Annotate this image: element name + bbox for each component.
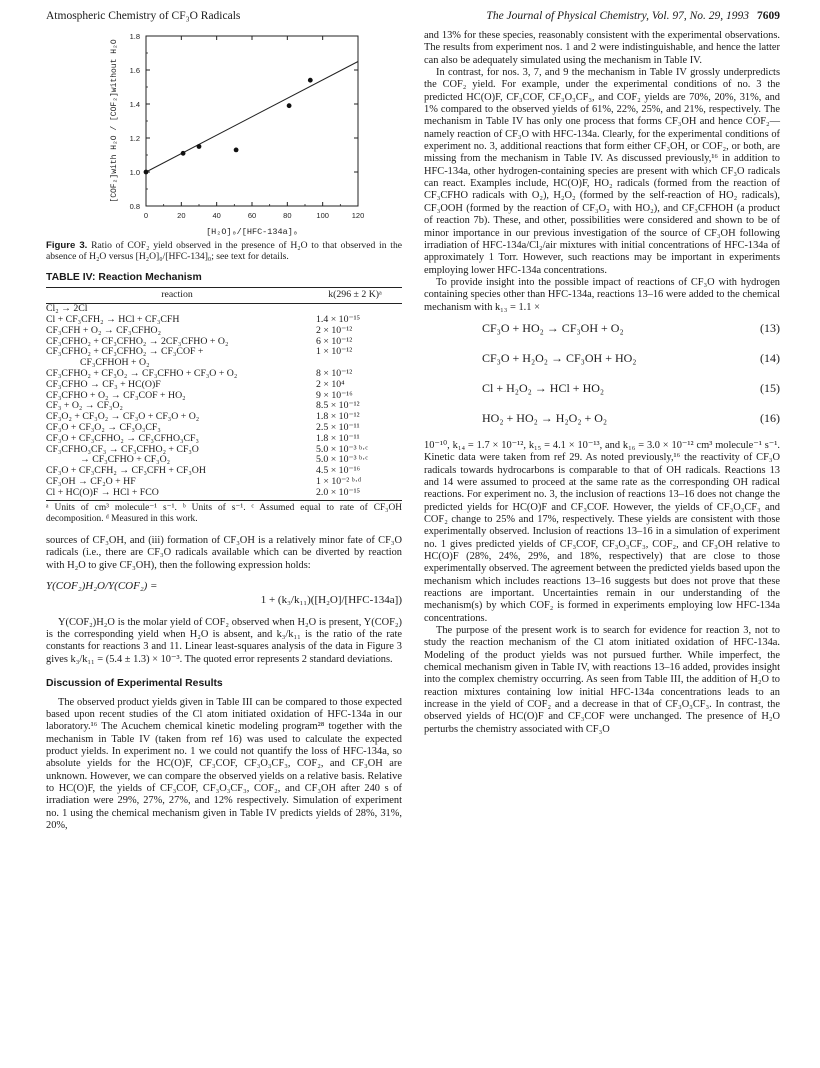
rate-cell: 8 × 10⁻¹² xyxy=(316,367,353,379)
rate-cell: 2.5 × 10⁻¹¹ xyxy=(316,421,360,433)
equation-15 xyxy=(424,374,780,404)
x-tick-label: 20 xyxy=(177,211,186,220)
y-tick-label: 0.8 xyxy=(129,202,140,211)
reaction-cell: CF₃ + O₂ → CF₃O₂ xyxy=(46,400,123,412)
x-tick-label: 80 xyxy=(283,211,292,220)
fit-line xyxy=(146,62,358,173)
scatter-chart xyxy=(46,30,402,238)
formula-rhs: 1 + (k₃/k₁₁)([H₂O]/[HFC-134a]) xyxy=(260,594,402,607)
caption-text: Ratio of COF₂ yield observed in the presence of H₂O to that observed in the absence of H₂O versus [H₂O]₀/[HFC-134]₀; see text for details. xyxy=(46,240,402,262)
rate-cell: 9 × 10⁻¹⁶ xyxy=(316,389,353,401)
col-rate: k(296 ± 2 K)ᵃ xyxy=(308,288,402,304)
x-tick-label: 0 xyxy=(143,211,149,220)
reaction-cell: CF₃CFHOH + O₂ xyxy=(80,357,150,369)
y-tick-label: 1.8 xyxy=(129,32,140,41)
paragraph: Y(COF₂)H₂O is the molar yield of COF₂ observed when H₂O is present, Y(COF₂) is the corresponding yield when H₂O is absent, and k₃/k₁₁ is the ratio of the rate constants for reactions 3 and 11. Linear least-squares analysis of the data in Figure 3 gives k₃/k₁₁ = (5.4 ± 1.3) × 10⁻³. The quoted error represents 2 standard deviations. xyxy=(46,616,402,665)
paragraph: sources of CF₃OH, and (iii) formation of CF₃OH is a relatively minor fate of CF₃O radicals (i.e., there are CF₃O radicals available which can be diverted by reaction with H₂O to give CF₃OH), then the following expression holds: xyxy=(46,535,402,571)
reaction-cell: Cl + HC(O)F → HCl + FCO xyxy=(46,486,159,498)
x-axis-label: [H₂O]₀/[HFC-134a]₀ xyxy=(206,227,298,237)
rate-cell: 1.4 × 10⁻¹⁵ xyxy=(316,313,360,325)
y-axis-label: [COF₂]with H₂O / [COF₂]without H₂O xyxy=(110,39,119,203)
equation: CF₃O + HO₂ → CF₃OH + O₂ xyxy=(482,320,624,335)
table-title: TABLE IV: Reaction Mechanism xyxy=(46,272,202,283)
reaction-cell: CF₃CFHO₂ + CF₃CFHO₂ → CF₃COF + xyxy=(46,346,204,358)
journal-citation xyxy=(486,10,780,22)
left-column xyxy=(46,30,402,832)
x-tick-label: 120 xyxy=(351,211,365,220)
running-title: Atmospheric Chemistry of CF₃O Radicals xyxy=(46,10,241,22)
table-row xyxy=(46,326,402,337)
rate-cell: 1 × 10⁻¹² xyxy=(316,346,353,358)
equation-number: (16) xyxy=(760,410,780,425)
y-tick-label: 1.6 xyxy=(129,66,140,75)
table-row xyxy=(46,488,402,499)
reaction-cell: Cl + CF₃CFH₂ → HCl + CF₃CFH xyxy=(46,313,180,325)
reaction-cell: CF₃CFHO → CF₃ + HC(O)F xyxy=(46,378,161,390)
page-number: 7609 xyxy=(757,10,780,22)
rate-cell: 1.8 × 10⁻¹¹ xyxy=(316,432,360,444)
equation-14 xyxy=(424,344,780,374)
table-row xyxy=(46,380,402,391)
page-header xyxy=(46,10,780,26)
y-tick-label: 1.2 xyxy=(129,134,140,143)
figure-caption xyxy=(46,240,402,262)
rate-cell: 2.0 × 10⁻¹⁵ xyxy=(316,486,360,498)
rate-cell: 5.0 × 10⁻³ ᵇ·ᶜ xyxy=(316,443,368,455)
journal-name: The Journal of Physical Chemistry, Vol. 97, No. 29, 1993 xyxy=(486,10,749,22)
paragraph: 10⁻¹⁰, k₁₄ = 1.7 × 10⁻¹², k₁₅ = 4.1 × 10⁻¹³, and k₁₆ = 3.0 × 10⁻¹² cm³ molecule⁻¹ s⁻¹. Kinetic data were taken from ref 29. As noted previously,¹⁶ the reactivity of CF₃O radicals towards hydrocarbons is comparable to that of OH radicals. Reactions 13 and 14 were assumed to proceed at the same rate as the corresponding OH radical reactions. For experiment no. 3, the inclusion of reactions 13–16 does not change the predicted yields for HC(O)F and CF₃COF. However, the yields of CF₃O₃CF₃ and COF₂ change to 25% and 17%, respectively. These yields are consistent with those experimentally observed. Inclusion of reactions 13–16 in a simulation of experiment no. 1 gives predicted yields of CF₃COF, CF₃O₃CF₃, COF₂, and CF₃OH relative to HC(O)F (28%, 24%, 29%, and 18%, respectively) that are close to those experimentally observed. The agreement between the predicted yields based upon the mechanism which includes reactions 13–16 suggests but does not prove that these reactions are important. Uncertainties remain in our understanding of the mechanism(s) by which COF₂ is formed in experiments employing low HFC-134a concentrations. xyxy=(424,439,780,624)
rate-cell: 5.0 × 10⁻³ ᵇ·ᶜ xyxy=(316,454,368,466)
reaction-cell: CF₃CFHO₃CF₃ → CF₃CFHO₂ + CF₃O xyxy=(46,443,199,455)
paragraph: and 13% for these species, reasonably consistent with the experimental observations. The results from experiment nos. 1 and 2 were indistinguishable, and hence the latter can also be adequately simulated using the mechanism in Table IV. xyxy=(424,30,780,66)
x-tick-label: 60 xyxy=(247,211,257,220)
equation-number: (14) xyxy=(760,350,780,365)
figure-3 xyxy=(46,30,402,238)
reaction-cell: Cl₂ → 2Cl xyxy=(46,303,88,315)
reaction-cell: CF₃CFH + O₂ → CF₃CFHO₂ xyxy=(46,324,162,336)
rate-cell: 1 × 10⁻² ᵇ·ᵈ xyxy=(316,475,362,487)
equation-16 xyxy=(424,404,780,434)
paragraph: The purpose of the present work is to search for evidence for reaction 3, not to study the reaction mechanism of the Cl atom initiated oxidation of HFC-134a. Modeling of the product yields was not pursued further. While imperfect, the chemical mechanism given in Table IV, with reactions 13–16 added, provides insight into the complex chemistry occurring. As seen from Table III, the addition of H₂O to reaction mixtures containing low initial HFC-134a concentrations leads to an increase in the yield of COF₂ and a decrease in that of CF₃O₃CF₃. In contrast, the observed yields of HC(O)F and CF₃COF were unchanged. The presence of H₂O perturbs the chemistry associated with CF₃O xyxy=(424,625,780,735)
y-tick-label: 1.4 xyxy=(129,100,140,109)
reaction-table xyxy=(46,287,402,498)
table-header-row xyxy=(46,288,402,304)
rate-cell: 1.8 × 10⁻¹² xyxy=(316,411,360,423)
data-point xyxy=(144,170,149,175)
plot-frame xyxy=(146,36,358,206)
reaction-cell: CF₃O + CF₃O₂ → CF₃O₃CF₃ xyxy=(46,421,161,433)
data-point xyxy=(287,103,292,108)
reaction-cell: CF₃OH → CF₂O + HF xyxy=(46,475,136,487)
reaction-cell: CF₃CFHO₂ + CF₃O₂ → CF₃CFHO + CF₃O + O₂ xyxy=(46,367,238,379)
reaction-cell: CF₃O + CF₃CFH₂ → CF₃CFH + CF₃OH xyxy=(46,465,206,477)
col-reaction: reaction xyxy=(46,288,308,304)
paragraph: To provide insight into the possible impact of reactions of CF₃O with hydrogen containing species other than HFC-134a, reactions 13–16 were added to the chemical mechanism with k₁₃ = 1.1 × xyxy=(424,276,780,313)
rate-cell: 2 × 10⁻¹² xyxy=(316,324,353,336)
rate-cell: 4.5 × 10⁻¹⁶ xyxy=(316,465,360,477)
equation-13 xyxy=(424,314,780,344)
data-point xyxy=(181,151,186,156)
table-row xyxy=(46,434,402,445)
rate-cell: 6 × 10⁻¹² xyxy=(316,335,353,347)
table-footnote: ᵃ Units of cm³ molecule⁻¹ s⁻¹. ᵇ Units of s⁻¹. ᶜ Assumed equal to rate of CF₃OH decomposition. ᵈ Measured in this work. xyxy=(46,500,402,525)
rate-cell: 8.5 × 10⁻¹² xyxy=(316,400,360,412)
formula-lhs: Y(COF₂)H₂O/Y(COF₂) = xyxy=(46,580,158,593)
reaction-cell: CF₃O + CF₃CFHO₂ → CF₃CFHO₃CF₃ xyxy=(46,432,199,444)
data-point xyxy=(197,144,202,149)
reaction-cell: CF₃O₂ + CF₃O₂ → CF₃O + CF₃O + O₂ xyxy=(46,411,200,423)
equation-number: (13) xyxy=(760,320,780,335)
data-point xyxy=(308,78,313,83)
right-column xyxy=(424,30,780,736)
equation: CF₃O + H₂O₂ → CF₃OH + HO₂ xyxy=(482,350,637,365)
caption-label: Figure 3. xyxy=(46,240,88,251)
reaction-cell: CF₃CFHO + O₂ → CF₃COF + HO₂ xyxy=(46,389,186,401)
paragraph: The observed product yields given in Table III can be compared to those expected based upon recent studies of the Cl atom initiated oxidation of HFC-134a in our laboratory.¹⁶ The Acuchem chemical kinetic modeling program²⁸ together with the mechanism in Table IV (taken from ref 16) was used to calculate the expected product yields. In experiment no. 1 we could not quantify the loss of HFC-134a, so absolute yields for the HC(O)F, CF₃COF, CF₃O₃CF₃, COF₂, and CF₃OH are unknown. However, we can compare the observed yields on a relative basis. Relative to HC(O)F, the yields of CF₃COF, CF₃O₃CF₃, COF₂, and CF₃OH after 240 s of irradiation were 29%, 27%, 27%, and 12% respectively. Simulation of experiment no. 1 using the chemical mechanism given in Table IV predicts yields of 28%, 31%, 20%, xyxy=(46,696,402,831)
x-tick-label: 100 xyxy=(316,211,329,220)
equation-number: (15) xyxy=(760,380,780,395)
equation: HO₂ + HO₂ → H₂O₂ + O₂ xyxy=(482,410,608,425)
section-heading: Discussion of Experimental Results xyxy=(46,678,223,690)
equation: Cl + H₂O₂ → HCl + HO₂ xyxy=(482,380,605,395)
reaction-cell: → CF₃CFHO + CF₃O₂ xyxy=(80,454,171,466)
data-point xyxy=(234,148,239,153)
reaction-cell: CF₃CFHO₂ + CF₃CFHO₂ → 2CF₃CFHO + O₂ xyxy=(46,335,229,347)
table-body xyxy=(46,304,402,499)
x-tick-label: 40 xyxy=(212,211,221,220)
y-tick-label: 1.0 xyxy=(129,168,140,177)
rate-cell: 2 × 10⁴ xyxy=(316,378,345,390)
paragraph: In contrast, for nos. 3, 7, and 9 the mechanism in Table IV grossly underpredicts the COF₂ yield. For example, under the experimental conditions of no. 3 the predicted HC(O)F, CF₃COF, CF₃O₃CF₃, and COF₂ yields are 70%, 20%, 31%, and 1% compared to the observed yields of 61%, 22%, 25%, and 21%, respectively. The mechanism in Table IV has only one process that forms CF₃OH and hence COF₂—namely reaction of CF₃O with HFC-134a. Clearly, for the experimental conditions of experiment no. 3, additional reactions that form either CF₃OH, or COF₂, or both, are missing from the mechanism in Table IV. As discussed previously,¹⁶ in addition to HFC-134a, other hydrogen-containing species are present with which CF₃O radicals can react. Examples include, HC(O)F, HO₂ radicals (formed from the reaction of CF₃CFHO radicals with O₂), H₂O₂ (formed by the self-reaction of HO₂ radicals), CF₃OOH (formed by the reaction of CF₃O₂ with HO₂), and CF₃CFHOH (a product of reaction 7b). These, and other, possibilities were considered and shown to be of minor importance in our previous investigation of the source of CF₃OH following irradiation of HFC-134a/Cl₂/air mixtures with initial concentrations of HFC-134a of approximately 1 Torr. However, such reactions may be important in experiments employing lower HFC-134a concentrations. xyxy=(424,67,780,276)
